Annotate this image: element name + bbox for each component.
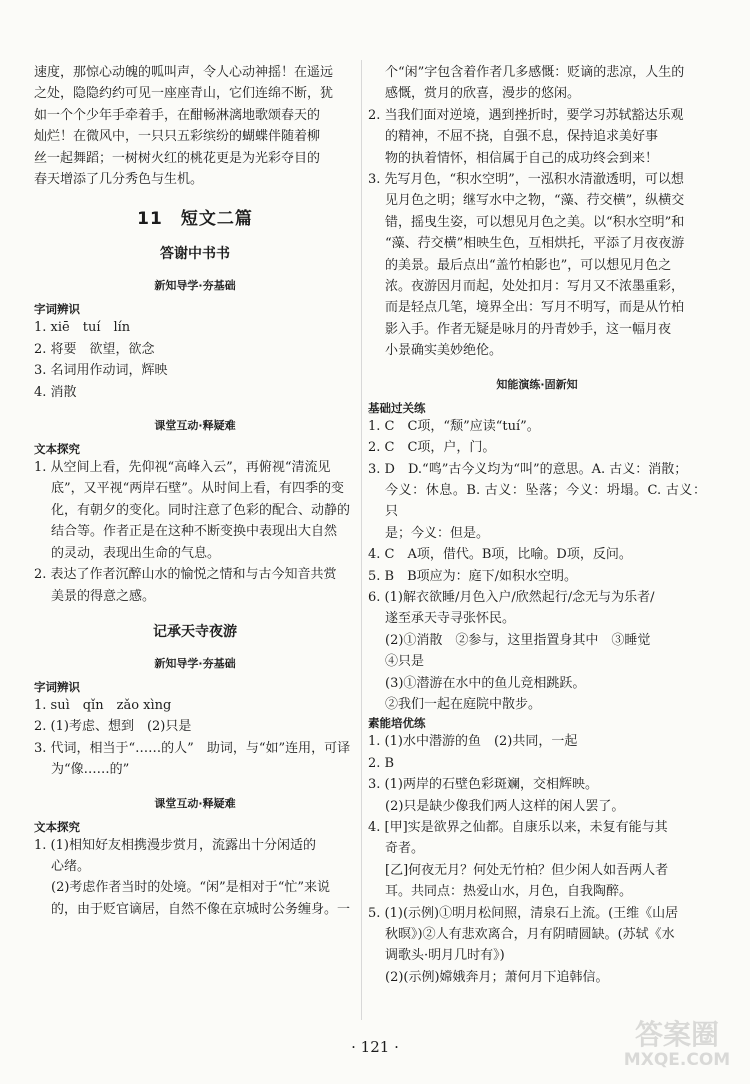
answer-continuation: [乙]何夜无月？何处无竹柏？但少闲人如吾两人者 — [385, 862, 669, 878]
column-divider — [361, 60, 362, 1020]
answer-item: 2. 当我们面对逆境，遇到挫折时，要学习苏轼豁达乐观 — [368, 107, 684, 123]
answer-item: 3. (1)两岸的石壁色彩斑斓，交相辉映。 — [368, 777, 598, 793]
answer-item: 3. 先写月色，“积水空明”，一泓积水清澈透明，可以想 — [368, 172, 684, 188]
section-heading: 知能演练·固新知 — [496, 377, 578, 391]
watermark-text: 答案圈 — [634, 1018, 719, 1051]
answer-continuation: (2)只是缺少像我们两人这样的闲人罢了。 — [385, 798, 625, 814]
answer-item: 1. xiē tuí lín — [34, 320, 131, 336]
answer-continuation: 而是轻点几笔，境界全出：写月不明写，而是从竹柏 — [385, 300, 685, 316]
answer-continuation: 小景确实美妙绝伦。 — [385, 343, 503, 359]
answer-continuation: 影入手。作者无疑是咏月的丹青妙手，这一幅月夜 — [385, 321, 672, 337]
section-heading: 新知导学·夯基础 — [154, 656, 236, 670]
answer-continuation: 底”，又平视“两岸石壁”。从时间上看，有四季的变 — [51, 481, 344, 497]
answer-continuation: 个“闲”字包含着作者几多感慨：贬谪的悲凉，人生的 — [385, 65, 685, 80]
answer-continuation: 错，摇曳生姿，可以想见月色之美。以“积水空明”和 — [385, 214, 685, 230]
sub-heading: 文本探究 — [34, 442, 80, 457]
answer-continuation: (3)①潜游在水中的鱼儿竞相跳跃。 — [385, 675, 586, 691]
answer-item: 1. 从空间上看，先仰视“高峰入云”，再俯视“清流见 — [34, 460, 331, 476]
answer-item: 3. 名词用作动词，辉映 — [34, 363, 168, 379]
answer-continuation: 奇者。 — [385, 841, 425, 857]
answer-continuation: 的，由于贬官谪居，自然不像在京城时公务缠身。一 — [51, 901, 351, 917]
answer-continuation: 的美景。最后点出“盖竹柏影也”，可以想见月色之 — [385, 257, 672, 273]
answer-item: 4. [甲]实是欲界之仙都。自康乐以来，未复有能与其 — [368, 820, 668, 835]
answer-item: 2. C C项，户，门。 — [368, 440, 496, 456]
section-heading: 新知导学·夯基础 — [154, 279, 236, 293]
answer-continuation: (2)①消散 ②参与，这里指置身其中 ③睡觉 — [385, 632, 651, 648]
answer-item: 4. 消散 — [34, 384, 77, 400]
answer-continuation: 物的执着情怀，相信属于自己的成功终会到来！ — [385, 150, 659, 166]
intro-line: 灿烂！在微风中，一只只五彩缤纷的蝴蝶伴随着柳 — [34, 129, 321, 145]
answer-continuation: 调歌头·明月几时有》) — [385, 948, 505, 964]
answer-item: 3. 代词，相当于“……的人” 助词，与“如”连用，可译 — [34, 740, 351, 756]
answer-continuation: ②我们一起在庭院中散步。 — [385, 696, 542, 712]
piece-title: 答谢中书书 — [160, 246, 230, 263]
answer-item: 2. B — [368, 755, 395, 771]
answer-item: (2)考虑作者当时的处境。“闲”是相对于“忙”来说 — [51, 880, 330, 896]
answer-continuation: 秋暝》)②人有悲欢离合，月有阴晴圆缺。(苏轼《水 — [385, 927, 675, 943]
sub-heading: 基础过关练 — [368, 400, 426, 415]
answer-item: 5. (1)(示例)①明月松间照，清泉石上流。(王维《山居 — [368, 905, 679, 921]
intro-line: 丝一起舞蹈；一树树火红的桃花更是为光彩夺目的 — [34, 150, 321, 166]
piece-title: 记承天寺夜游 — [153, 623, 237, 640]
answer-continuation: 化，有朝夕的变化。同时注意了色彩的配合、动静的 — [51, 502, 351, 518]
answer-continuation: 结合等。作者正是在这种不断变换中表现出大自然 — [51, 524, 338, 540]
answer-item: 2. 将要 欲望，欲念 — [34, 341, 155, 357]
section-heading: 课堂互动·释疑难 — [154, 419, 236, 433]
sub-heading: 字词辨识 — [34, 302, 80, 317]
sub-heading: 字词辨识 — [34, 679, 80, 694]
answer-continuation: 美景的得意之感。 — [51, 588, 156, 604]
lesson-title: 11 短文二篇 — [137, 209, 253, 230]
left-column — [34, 62, 356, 920]
answer-continuation: 的精神，不屈不挠，自强不息，保持追求美好事 — [385, 129, 659, 145]
answer-continuation: 感慨，赏月的欣喜，漫步的悠闲。 — [385, 86, 581, 102]
answer-item: 3. D D.“鸣”古今义均为“叫”的意思。A. 古义：消散； — [368, 461, 688, 477]
answer-item: 5. B B项应为：庭下/如积水空明。 — [368, 568, 578, 584]
intro-line: 之处，隐隐约约可见一座座青山，它们连绵不断，犹 — [34, 86, 334, 102]
page-number: · 121 · — [351, 1038, 399, 1056]
intro-line: 如一个个少年手牵着手，在酣畅淋漓地歌颂春天的 — [34, 107, 321, 123]
answer-item: 4. C A项，借代。B项，比喻。D项，反问。 — [368, 547, 632, 563]
answer-item: 1. (1)相知好友相携漫步赏月，流露出十分闲适的 — [34, 837, 316, 853]
answer-item: 1. C C项，“颓”应读“tuí”。 — [368, 418, 540, 434]
answer-continuation: 浓。夜游因月而起，处处扣月：写月又不浓墨重彩， — [385, 279, 685, 295]
right-column — [368, 62, 706, 988]
sub-heading: 素能培优练 — [368, 716, 426, 731]
answer-item: 2. (1)考虑、想到 (2)只是 — [34, 719, 192, 735]
sub-heading: 文本探究 — [34, 819, 80, 834]
answer-continuation: 耳。共同点：热爱山水，月色，自我陶醉。 — [385, 884, 633, 900]
answer-continuation: 是；今义：但是。 — [385, 525, 490, 541]
answer-continuation: ④只是 — [385, 654, 425, 670]
watermark-logo — [618, 1020, 736, 1076]
intro-line: 春天增添了几分秀色与生机。 — [34, 172, 204, 188]
answer-continuation: 今义：休息。B. 古义：坠落；今义：坍塌。C. 古义：只 — [385, 482, 706, 520]
answer-item: 6. (1)解衣欲睡/月色入户/欣然起行/念无与为乐者/ — [368, 589, 655, 605]
answer-continuation: 心绪。 — [51, 858, 91, 874]
answer-continuation: 见月色之明；继写水中之物，“藻、荇交横”，纵横交 — [385, 193, 685, 209]
section-heading: 课堂互动·释疑难 — [154, 796, 236, 810]
answer-item: 2. 表达了作者沉醉山水的愉悦之情和与古今知音共赏 — [34, 567, 337, 583]
answer-continuation: 为“像……的” — [51, 762, 130, 778]
answer-item: 1. (1)水中潜游的鱼 (2)共同，一起 — [368, 734, 578, 750]
answer-item: 1. suì qǐn zǎo xìng — [34, 697, 172, 713]
answer-continuation: (2)(示例)嫦娥奔月；萧何月下追韩信。 — [385, 969, 609, 985]
intro-line: 速度，那惊心动魄的呱叫声，令人心动神摇！在遥远 — [34, 65, 334, 80]
answer-continuation: “藻、荇交横”相映生色，互相烘托，平添了月夜夜游 — [385, 236, 685, 252]
answer-continuation: 的灵动，表现出生命的气息。 — [51, 545, 221, 561]
answer-continuation: 遂至承天寺寻张怀民。 — [385, 611, 516, 627]
watermark-url: MXQE.COM — [623, 1050, 731, 1070]
